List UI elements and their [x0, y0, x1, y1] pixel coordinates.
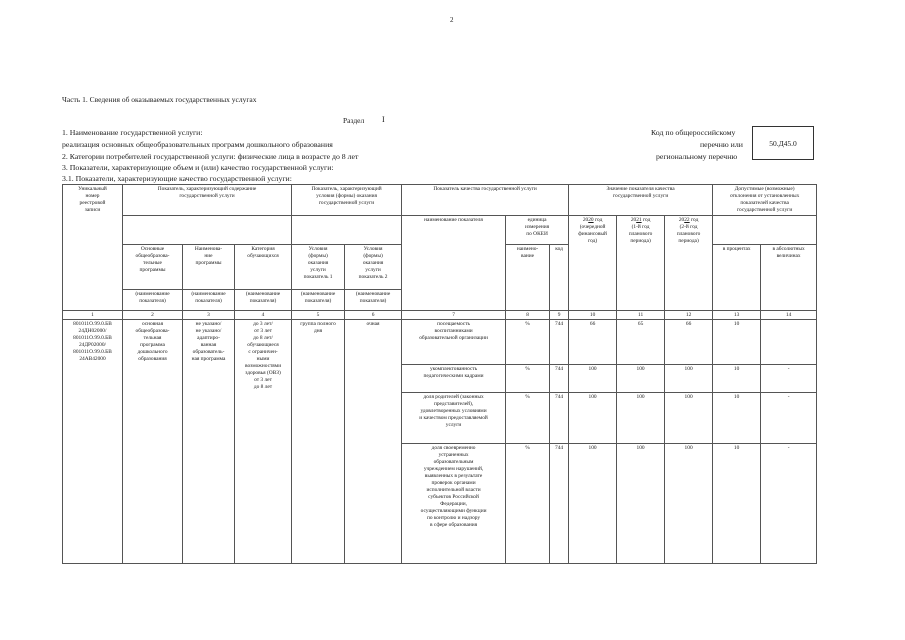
header-registry-number: Уникальный номер реестровой записи — [63, 185, 123, 311]
consumer-category-line: 2. Категории потребителей государственной услуги: физические лица в возрасте до 8 лет — [62, 152, 359, 161]
value-year-1-cell: 100 — [569, 393, 617, 444]
registry-code-box — [752, 126, 814, 160]
unit-cell: % — [506, 365, 550, 393]
column-number: 1 — [63, 311, 123, 320]
header-year-3: 2022 год (2-й год планового периода) — [665, 216, 713, 311]
value-year-1-cell: 66 — [569, 320, 617, 365]
header-deviation-group: Допустимые (возможные) отклонения от установленных показателей качества государственной услуги — [713, 185, 817, 216]
header-deviation-spacer — [713, 216, 817, 245]
header-deviation-absolute: в абсолютных величинах — [761, 245, 817, 311]
column-number: 2 — [123, 311, 183, 320]
header-name-note-3: (наименование показателя) — [183, 290, 235, 311]
value-year-2-cell: 65 — [617, 320, 665, 365]
unit-cell: % — [506, 320, 550, 365]
unit-code-cell: 744 — [550, 320, 569, 365]
service-name-heading: 1. Наименование государственной услуги: — [62, 128, 203, 137]
header-content-group: Показатель, характеризующий содержание государственной услуги — [123, 185, 292, 216]
header-quality-group: Показатель качества государственной услуги — [402, 185, 569, 216]
column-number: 8 — [506, 311, 550, 320]
unit-cell: % — [506, 444, 550, 564]
deviation-percent-cell: 10 — [713, 365, 761, 393]
part-title: Часть 1. Сведения об оказываемых государственных услугах — [62, 95, 257, 104]
deviation-absolute-cell: - — [761, 365, 817, 393]
header-category: Категория обучающихся — [235, 245, 292, 290]
deviation-percent-cell: 10 — [713, 320, 761, 365]
service-name-value: реализация основных общеобразовательных программ дошкольного образования — [62, 140, 333, 149]
unit-code-cell: 744 — [550, 393, 569, 444]
value-year-3-cell: 100 — [665, 365, 713, 393]
section-label: Раздел — [343, 116, 365, 125]
code-label-line-2: перечню или — [700, 140, 743, 149]
indicator-name-cell: доля своевременно устраненных образовательным учреждением нарушений, выявленных в результате проверок органами исполнительной власти субъектов Российской Федерации, осуществляющими функции по контролю и надзору в сфере образования — [402, 444, 506, 564]
value-year-3-cell: 100 — [665, 444, 713, 564]
column-number: 5 — [292, 311, 345, 320]
header-unit-code: код — [550, 245, 569, 311]
column-number: 11 — [617, 311, 665, 320]
header-year-1: 2020 год (очередной финансовый год) — [569, 216, 617, 311]
section-number: I — [382, 115, 385, 124]
column-number: 3 — [183, 311, 235, 320]
column-number: 14 — [761, 311, 817, 320]
header-program-type: Основные общеобразова- тельные программы — [123, 245, 183, 290]
registry-number-cell: 801011О.99.0.БВ 24ДН02000/ 801011О.99.0.БВ 24ДР02000/ 801011О.99.0.БВ 24АВ42000 — [63, 320, 123, 564]
deviation-percent-cell: 10 — [713, 393, 761, 444]
header-conditions-group: Показатель, характеризующий условия (формы) оказания государственной услуги — [292, 185, 402, 216]
header-values-group: Значение показателя качества государственной услуги — [569, 185, 713, 216]
program-type-cell: основная общеобразова- тельная программа дошкольного образования — [123, 320, 183, 564]
condition-2-cell: очная — [345, 320, 402, 564]
column-number: 10 — [569, 311, 617, 320]
value-year-2-cell: 100 — [617, 444, 665, 564]
quality-indicators-heading: 3.1. Показатели, характеризующие качество государственной услуги: — [62, 174, 292, 183]
condition-1-cell: группа полного дня — [292, 320, 345, 564]
value-year-1-cell: 100 — [569, 444, 617, 564]
header-program-name: Наименова- ние программы — [183, 245, 235, 290]
unit-cell: % — [506, 393, 550, 444]
deviation-absolute-cell — [761, 320, 817, 365]
indicators-heading: 3. Показатели, характеризующие объем и (или) качество государственной услуги: — [62, 163, 334, 172]
indicator-name-cell: доля родителей (законных представителей), удовлетворенных условиями и качеством предоставляемой услуги — [402, 393, 506, 444]
value-year-3-cell: 66 — [665, 320, 713, 365]
header-content-spacer — [123, 216, 292, 245]
header-condition-2: Условия (формы) оказания услуги показатель 2 — [345, 245, 402, 290]
header-year-2: 2021 год (1-й год планового периода) — [617, 216, 665, 311]
value-year-3-cell: 100 — [665, 393, 713, 444]
header-name-note-5: (наименование показателя) — [292, 290, 345, 311]
header-name-note-2: (наименование показателя) — [123, 290, 183, 311]
program-name-cell: не указано/ не указано/ адаптиро- ванная образователь- ная программа — [183, 320, 235, 564]
column-number: 4 — [235, 311, 292, 320]
value-year-2-cell: 100 — [617, 365, 665, 393]
header-name-note-6: (наименование показателя) — [345, 290, 402, 311]
category-cell: до 3 лет/ от 3 лет до 8 лет/ обучающиеся с ограничен- ными возможностями здоровья (ОВЗ) от 3 лет до 8 лет — [235, 320, 292, 564]
header-condition-1: Условия (формы) оказания услуги показатель 1 — [292, 245, 345, 290]
header-deviation-percent: в процентах — [713, 245, 761, 311]
header-name-note-4: (наименование показателя) — [235, 290, 292, 311]
unit-code-cell: 744 — [550, 365, 569, 393]
column-number: 6 — [345, 311, 402, 320]
quality-indicators-table — [62, 184, 817, 564]
header-indicator-name: наименование показателя — [402, 216, 506, 311]
code-label-line-1: Код по общероссийскому — [651, 128, 736, 137]
header-conditions-spacer — [292, 216, 402, 245]
page-number: 2 — [450, 16, 454, 24]
value-year-1-cell: 100 — [569, 365, 617, 393]
column-number: 13 — [713, 311, 761, 320]
deviation-percent-cell: 10 — [713, 444, 761, 564]
value-year-2-cell: 100 — [617, 393, 665, 444]
indicator-name-cell: укомплектованность педагогическими кадрами — [402, 365, 506, 393]
header-unit-name: наимено- вание — [506, 245, 550, 311]
registry-code-value: 50.Д45.0 — [769, 138, 797, 148]
deviation-absolute-cell: - — [761, 444, 817, 564]
code-label-line-3: региональному перечню — [656, 152, 738, 161]
header-unit: единица измерения по ОКЕИ — [506, 216, 569, 245]
column-number: 12 — [665, 311, 713, 320]
column-number: 7 — [402, 311, 506, 320]
unit-code-cell: 744 — [550, 444, 569, 564]
indicator-name-cell: посещаемость воспитанниками образовательной организации — [402, 320, 506, 365]
column-number: 9 — [550, 311, 569, 320]
deviation-absolute-cell: - — [761, 393, 817, 444]
